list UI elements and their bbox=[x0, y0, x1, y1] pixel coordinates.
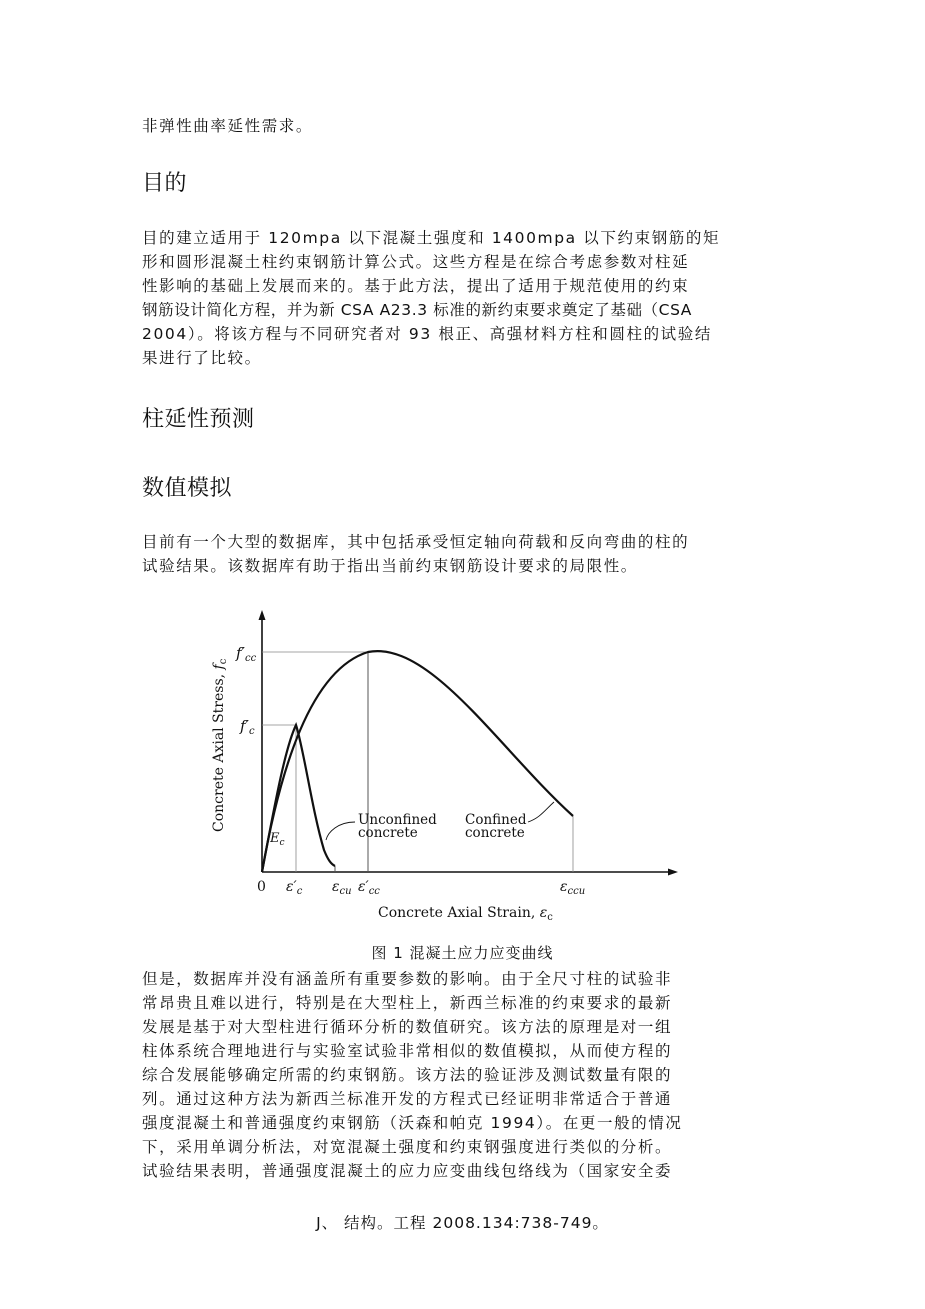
x-tick-eccu: $\varepsilon_{ccu}$ bbox=[560, 879, 586, 897]
text-line: 但是，数据库并没有涵盖所有重要参数的影响。由于全尺寸柱的试验非 bbox=[142, 970, 673, 988]
text-line: 果进行了比较。 bbox=[142, 349, 262, 367]
y-axis-label: Concrete Axial Stress, $f_c$ bbox=[211, 658, 229, 832]
text-line: 发展是基于对大型柱进行循环分析的数值研究。该方法的原理是对一组 bbox=[142, 1018, 673, 1036]
heading-ductility: 柱延性预测 bbox=[142, 407, 255, 432]
text-line: 试验结果。该数据库有助于指出当前约束钢筋设计要求的局限性。 bbox=[142, 557, 638, 575]
x-axis-label: Concrete Axial Strain, $\varepsilon_c$ bbox=[378, 905, 553, 923]
text-line: 试验结果表明，普通强度混凝土的应力应变曲线包络线为（国家安全委 bbox=[142, 1162, 673, 1180]
stress-strain-chart bbox=[200, 600, 690, 930]
body-paragraph bbox=[142, 967, 772, 1183]
text-line: 2004）。将该方程与不同研究者对 93 根正、高强材料方柱和圆柱的试验结 bbox=[142, 325, 712, 343]
heading-numerical: 数值模拟 bbox=[142, 476, 233, 501]
text-line: 下，采用单调分析法，对宽混凝土强度和约束钢强度进行类似的分析。 bbox=[142, 1138, 673, 1156]
annotation-unconfined-1: Unconfined bbox=[358, 812, 437, 828]
text-line: 形和圆形混凝土柱约束钢筋计算公式。这些方程是在综合考虑参数对柱延 bbox=[142, 253, 690, 271]
annotation-unconfined-2: concrete bbox=[358, 825, 418, 841]
text-line: 综合发展能够确定所需的约束钢筋。该方法的验证涉及测试数量有限的 bbox=[142, 1066, 673, 1084]
series-unconfined-curve bbox=[262, 725, 335, 872]
text-line: 目的建立适用于 120mpa 以下混凝土强度和 1400mpa 以下约束钢筋的矩 bbox=[142, 229, 721, 247]
annotation-confined-1: Confined bbox=[465, 812, 527, 828]
numerical-paragraph bbox=[142, 530, 790, 578]
intro-line: 非弹性曲率延性需求。 bbox=[142, 117, 314, 135]
text-line: 钢筋设计简化方程，并为新 CSA A23.3 标准的新约束要求奠定了基础（CSA bbox=[142, 301, 693, 319]
y-tick-fc: $f'_c$ bbox=[240, 717, 255, 737]
purpose-paragraph bbox=[142, 226, 790, 370]
x-tick-ecc: $\varepsilon'_{cc}$ bbox=[358, 879, 380, 897]
text-line: 性影响的基础上发展而来的。基于此方法，提出了适用于规范使用的约束 bbox=[142, 277, 690, 295]
y-axis-arrow bbox=[259, 610, 266, 620]
text-line: 目前有一个大型的数据库，其中包括承受恒定轴向荷载和反向弯曲的柱的 bbox=[142, 533, 690, 551]
stress-strain-figure bbox=[200, 600, 690, 930]
annotation-confined-2: concrete bbox=[465, 825, 525, 841]
text-line: 强度混凝土和普通强度约束钢筋（沃森和帕克 1994）。在更一般的情况 bbox=[142, 1114, 683, 1132]
text-line: 列。通过这种方法为新西兰标准开发的方程式已经证明非常适合于普通 bbox=[142, 1090, 673, 1108]
x-tick-ecu: $\varepsilon_{cu}$ bbox=[332, 879, 352, 897]
x-tick-ec: $\varepsilon'_c$ bbox=[286, 879, 303, 897]
page-footer: J、 结构。工程 2008.134:738-749。 bbox=[316, 1214, 609, 1232]
x-axis-arrow bbox=[668, 869, 678, 876]
annotation-ec: $E_c$ bbox=[270, 831, 285, 848]
y-tick-fcc: $f'_{cc}$ bbox=[236, 644, 257, 664]
text-line: 常昂贵且难以进行，特别是在大型柱上，新西兰标准的约束要求的最新 bbox=[142, 994, 673, 1012]
figure-caption: 图 1 混凝土应力应变曲线 bbox=[371, 944, 554, 962]
leader-confined bbox=[528, 802, 554, 822]
x-tick-0: 0 bbox=[257, 879, 266, 895]
text-line: 柱体系统合理地进行与实验室试验非常相似的数值模拟，从而使方程的 bbox=[142, 1042, 673, 1060]
leader-unconfined bbox=[326, 822, 355, 840]
heading-purpose: 目的 bbox=[142, 171, 188, 196]
